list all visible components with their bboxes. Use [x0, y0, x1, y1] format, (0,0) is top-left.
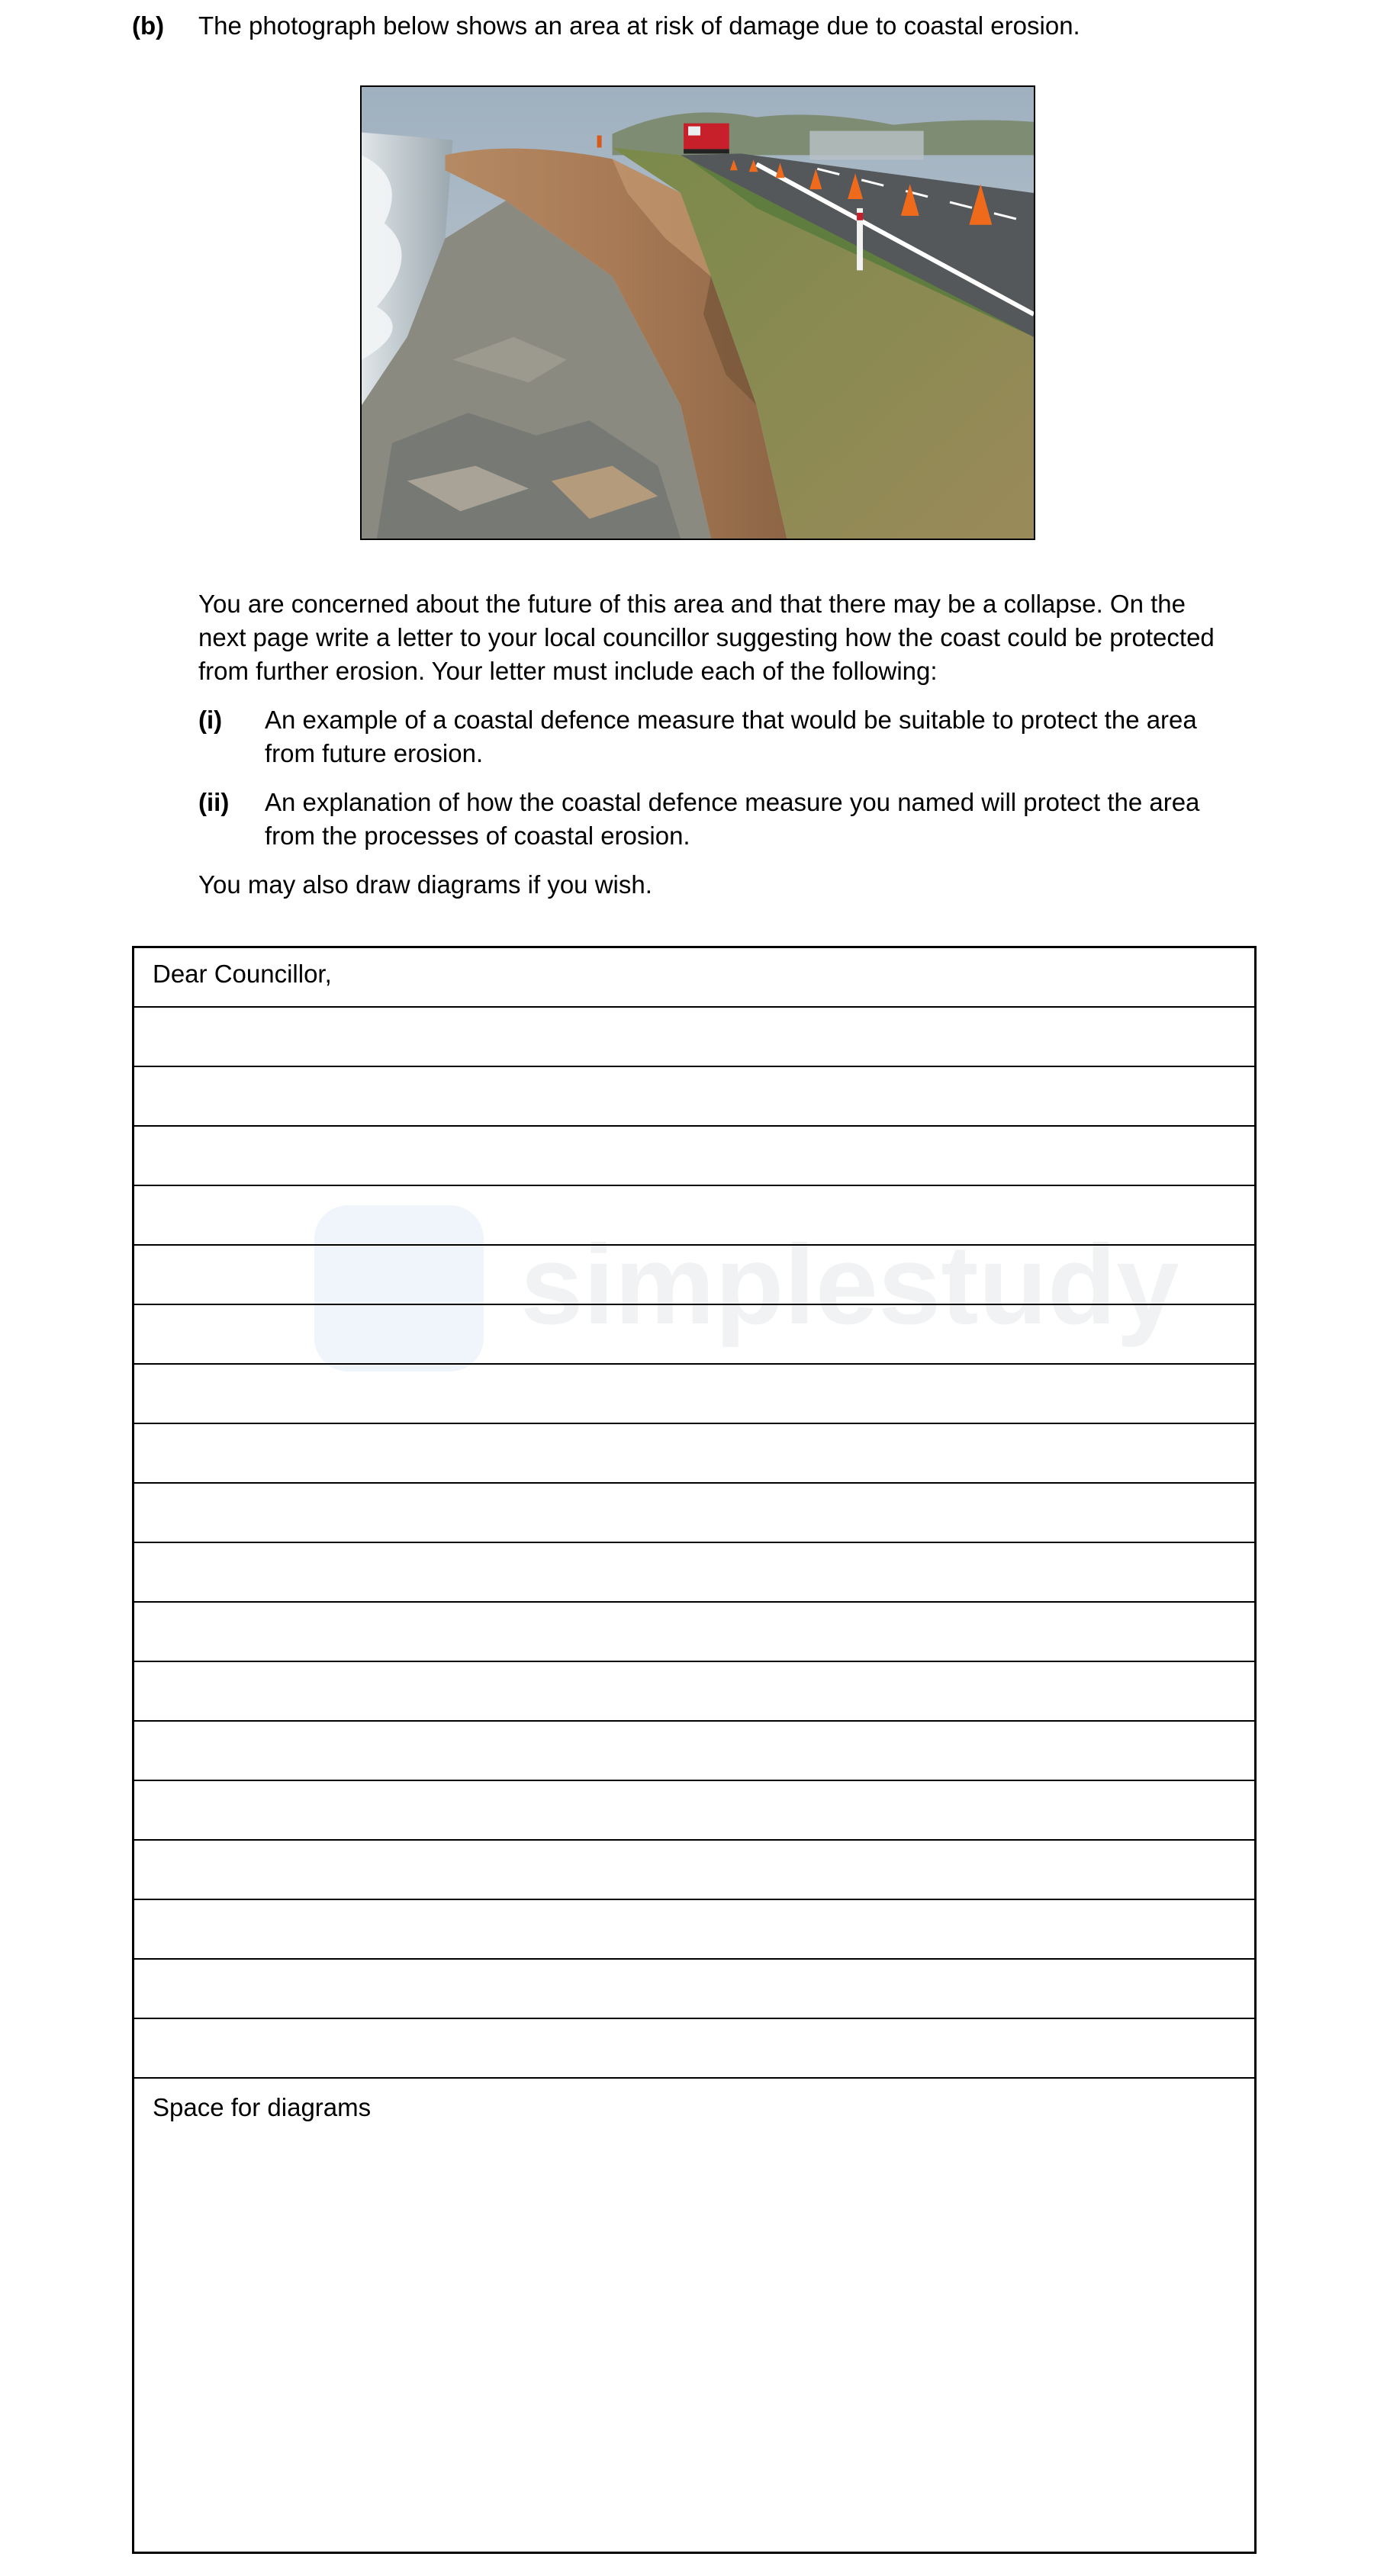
photo-illustration — [362, 87, 1034, 539]
instructions-line-2: next page write a letter to your local councillor suggesting how the coast could be protected — [198, 623, 1215, 651]
writing-line — [134, 1661, 1254, 1662]
sub-item-text-line-2: from the processes of coastal erosion. — [265, 822, 690, 850]
writing-line — [134, 1304, 1254, 1305]
writing-line — [134, 1542, 1254, 1543]
writing-line — [134, 1899, 1254, 1900]
answer-box[interactable] — [132, 946, 1257, 2554]
instructions-line-1: You are concerned about the future of this area and that there may be a collapse. On the — [198, 590, 1186, 618]
writing-line — [134, 1006, 1254, 1008]
sub-item-number: (ii) — [198, 788, 230, 816]
writing-line — [134, 2077, 1254, 2079]
writing-line — [134, 1066, 1254, 1067]
instructions-line-3: from further erosion. Your letter must include each of the following: — [198, 657, 938, 685]
coastal-erosion-photo — [360, 85, 1035, 540]
instructions — [198, 587, 1266, 688]
writing-line — [134, 1601, 1254, 1603]
diagram-note: You may also draw diagrams if you wish. — [198, 870, 652, 899]
sub-item-text — [265, 786, 1287, 853]
question-text: The photograph below shows an area at risk of damage due to coastal erosion. — [198, 11, 1080, 40]
watermark-text: simplestudy — [520, 1222, 1179, 1348]
sub-item-text-line-1: An example of a coastal defence measure that would be suitable to protect the area — [265, 706, 1197, 734]
writing-line — [134, 1185, 1254, 1186]
writing-line — [134, 1125, 1254, 1127]
sub-item-number: (i) — [198, 706, 223, 734]
writing-line — [134, 1780, 1254, 1781]
writing-line — [134, 1839, 1254, 1841]
writing-line — [134, 1423, 1254, 1424]
question-label: (b) — [132, 11, 165, 40]
writing-line — [134, 1363, 1254, 1365]
writing-line — [134, 1244, 1254, 1246]
sub-item-text — [265, 703, 1287, 770]
writing-line — [134, 1720, 1254, 1722]
writing-line — [134, 1482, 1254, 1484]
writing-line — [134, 2018, 1254, 2019]
diagram-space-label: Space for diagrams — [153, 2093, 372, 2121]
sub-item-text-line-2: from future erosion. — [265, 739, 484, 767]
sub-item-text-line-1: An explanation of how the coastal defence measure you named will protect the area — [265, 788, 1200, 816]
salutation: Dear Councillor, — [153, 960, 332, 988]
writing-line — [134, 1958, 1254, 1960]
